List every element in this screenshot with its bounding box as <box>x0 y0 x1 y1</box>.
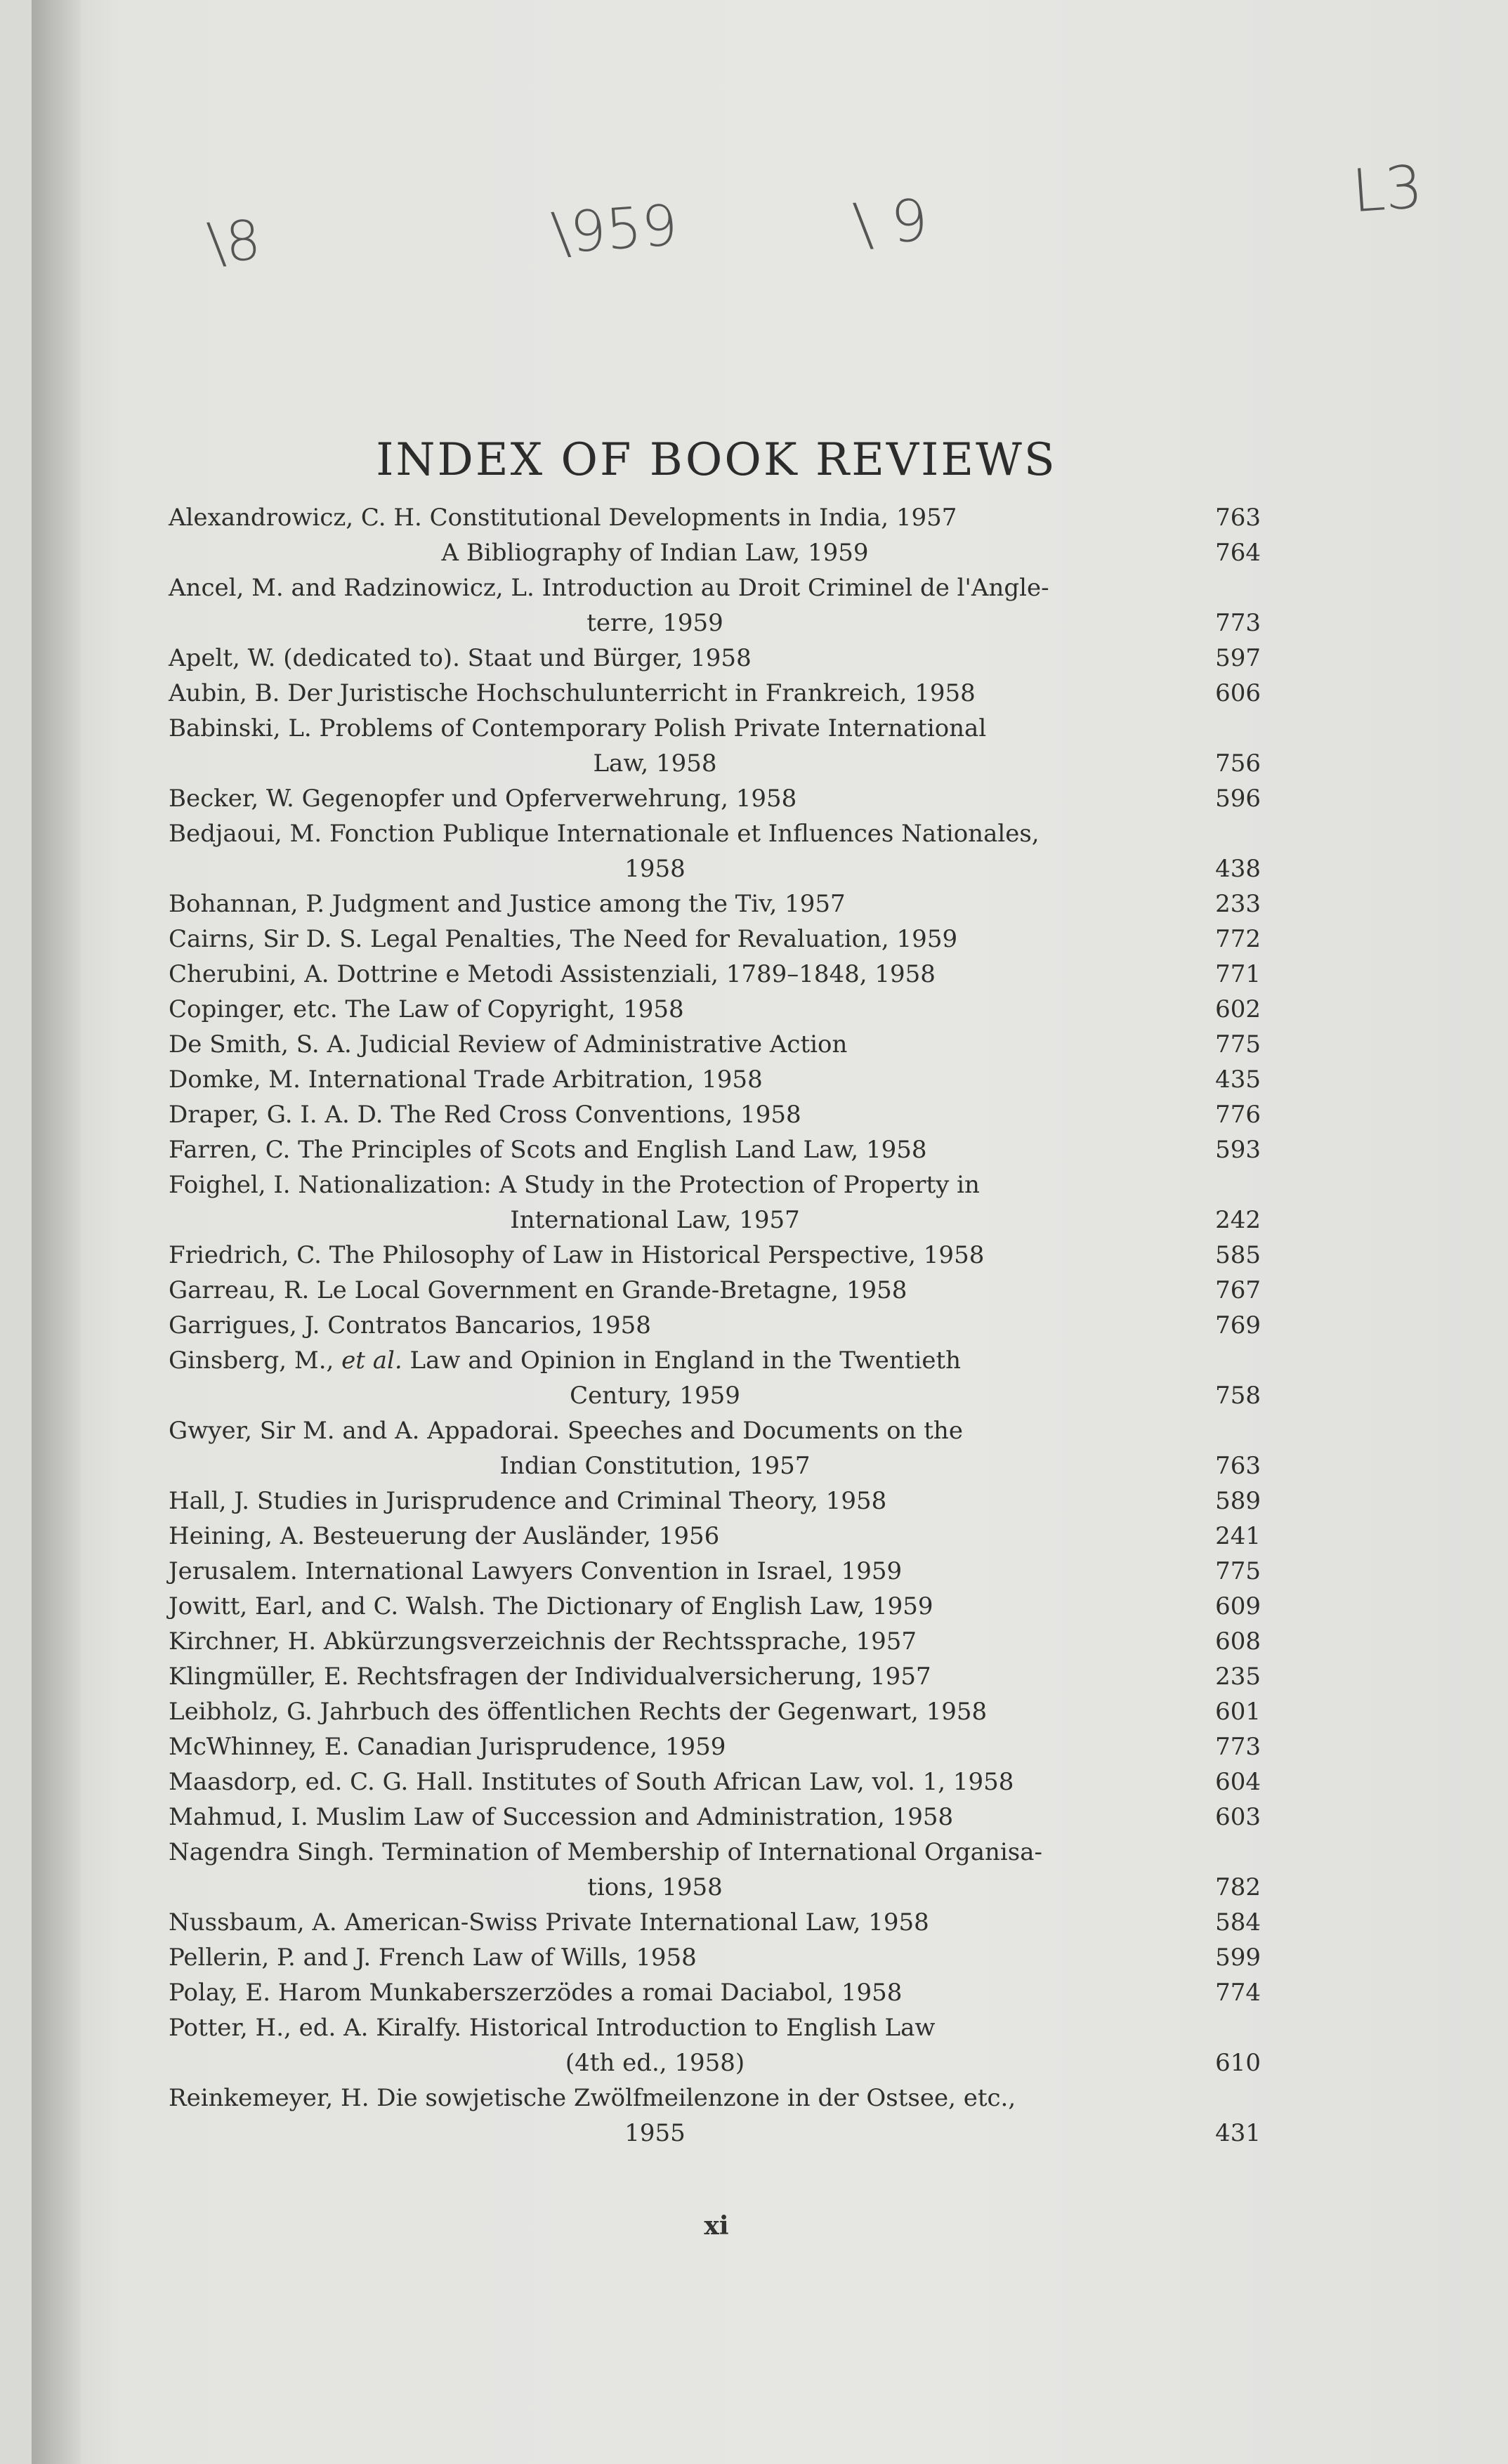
entry-continuation: Law, 1958 <box>593 749 717 778</box>
entry-continuation: 1955 <box>624 2119 686 2147</box>
handwritten-mark: \959 <box>549 192 680 267</box>
entry-page-number: 773 <box>1215 609 1261 637</box>
page-title: INDEX OF BOOK REVIEWS <box>376 433 1057 486</box>
entry-page-number: 771 <box>1215 960 1261 988</box>
entry-page-number: 601 <box>1215 1698 1261 1726</box>
entry-page-number: 596 <box>1215 785 1261 813</box>
page-binding-shadow <box>32 0 81 2464</box>
entry-text: Garreau, R. Le Local Government en Grande-Bretagne, 1958 <box>169 1276 907 1304</box>
entry-page-number: 241 <box>1215 1522 1261 1550</box>
entry-page-number: 603 <box>1215 1803 1261 1831</box>
entry-text: Cherubini, A. Dottrine e Metodi Assistenziali, 1789–1848, 1958 <box>169 960 936 988</box>
entry-page-number: 242 <box>1215 1206 1261 1234</box>
index-entry <box>169 1554 1261 1589</box>
index-entry <box>169 1905 1261 1940</box>
index-entry <box>169 1167 1261 1238</box>
entry-page-number: 773 <box>1215 1733 1261 1761</box>
entry-page-number: 435 <box>1215 1066 1261 1094</box>
entry-text: Heining, A. Besteuerung der Ausländer, 1956 <box>169 1522 720 1550</box>
entry-text: Farren, C. The Principles of Scots and English Land Law, 1958 <box>169 1136 927 1164</box>
entry-text: Mahmud, I. Muslim Law of Succession and Administration, 1958 <box>169 1803 954 1831</box>
handwritten-mark: L3 <box>1349 152 1425 226</box>
entry-continuation: International Law, 1957 <box>510 1206 800 1234</box>
entry-page-number: 782 <box>1215 1873 1261 1901</box>
handwritten-mark: \8 <box>204 209 263 276</box>
entry-text: Jowitt, Earl, and C. Walsh. The Dictionary of English Law, 1959 <box>169 1592 933 1620</box>
book-page <box>32 0 1508 2464</box>
entry-page-number: 235 <box>1215 1663 1261 1691</box>
entry-continuation: Century, 1959 <box>570 1382 740 1410</box>
index-entry <box>169 1238 1261 1273</box>
index-entry <box>169 1940 1261 1975</box>
index-entry <box>169 676 1261 711</box>
index-entry <box>169 957 1261 992</box>
entry-text: Kirchner, H. Abkürzungsverzeichnis der Rechtssprache, 1957 <box>169 1627 917 1656</box>
entry-text: Gwyer, Sir M. and A. Appadorai. Speeches and Documents on the <box>169 1417 963 1445</box>
index-entry <box>169 992 1261 1027</box>
index-entry <box>169 1027 1261 1062</box>
entry-text: Friedrich, C. The Philosophy of Law in Historical Perspective, 1958 <box>169 1241 985 1269</box>
index-entry <box>169 535 1261 570</box>
entry-continuation: (4th ed., 1958) <box>565 2049 745 2077</box>
entry-text: Cairns, Sir D. S. Legal Penalties, The Need for Revaluation, 1959 <box>169 925 958 953</box>
entry-text: Nagendra Singh. Termination of Membership of International Organisa- <box>169 1838 1043 1866</box>
index-entry <box>169 1800 1261 1835</box>
index-entry <box>169 816 1261 886</box>
entry-text: Domke, M. International Trade Arbitration, 1958 <box>169 1066 763 1094</box>
index-entry <box>169 1343 1261 1413</box>
entry-text: Potter, H., ed. A. Kiralfy. Historical Introduction to English Law <box>169 2014 936 2042</box>
entry-continuation: 1958 <box>624 855 686 883</box>
entry-text: Ginsberg, M., et al. Law and Opinion in England in the Twentieth <box>169 1346 962 1375</box>
entry-text: Aubin, B. Der Juristische Hochschulunterricht in Frankreich, 1958 <box>169 679 976 707</box>
index-entry <box>169 1413 1261 1483</box>
index-entry <box>169 1132 1261 1167</box>
index-entry <box>169 2080 1261 2151</box>
entry-text: Maasdorp, ed. C. G. Hall. Institutes of South African Law, vol. 1, 1958 <box>169 1768 1014 1796</box>
index-entry <box>169 1273 1261 1308</box>
index-entry <box>169 1729 1261 1764</box>
entry-text: Alexandrowicz, C. H. Constitutional Developments in India, 1957 <box>169 504 957 532</box>
entry-text: Jerusalem. International Lawyers Convention in Israel, 1959 <box>169 1557 903 1585</box>
entry-page-number: 599 <box>1215 1944 1261 1972</box>
entry-continuation: tions, 1958 <box>587 1873 723 1901</box>
entry-page-number: 233 <box>1215 890 1261 918</box>
entry-page-number: 438 <box>1215 855 1261 883</box>
entry-page-number: 585 <box>1215 1241 1261 1269</box>
index-entry <box>169 1097 1261 1132</box>
entry-page-number: 774 <box>1215 1979 1261 2007</box>
entry-text: Copinger, etc. The Law of Copyright, 1958 <box>169 995 684 1023</box>
entry-text: Apelt, W. (dedicated to). Staat und Bürger, 1958 <box>169 644 752 672</box>
index-entry <box>169 711 1261 781</box>
entry-text: Becker, W. Gegenopfer und Opferverwehrung, 1958 <box>169 785 797 813</box>
index-entry <box>169 886 1261 922</box>
entry-page-number: 769 <box>1215 1311 1261 1339</box>
entry-page-number: 597 <box>1215 644 1261 672</box>
index-entries-list <box>169 500 1261 2151</box>
entry-page-number: 763 <box>1215 1452 1261 1480</box>
entry-page-number: 602 <box>1215 995 1261 1023</box>
entry-page-number: 610 <box>1215 2049 1261 2077</box>
entry-page-number: 608 <box>1215 1627 1261 1656</box>
entry-text: Hall, J. Studies in Jurisprudence and Criminal Theory, 1958 <box>169 1487 887 1515</box>
index-entry <box>169 2010 1261 2080</box>
entry-continuation: Indian Constitution, 1957 <box>499 1452 811 1480</box>
entry-text: Leibholz, G. Jahrbuch des öffentlichen Rechts der Gegenwart, 1958 <box>169 1698 988 1726</box>
index-entry <box>169 1483 1261 1519</box>
entry-page-number: 756 <box>1215 749 1261 778</box>
entry-text: Garrigues, J. Contratos Bancarios, 1958 <box>169 1311 651 1339</box>
entry-text: Polay, E. Harom Munkaberszerzödes a romai Daciabol, 1958 <box>169 1979 903 2007</box>
index-entry <box>169 1694 1261 1729</box>
entry-page-number: 772 <box>1215 925 1261 953</box>
index-entry <box>169 781 1261 816</box>
entry-text: Ancel, M. and Radzinowicz, L. Introduction au Droit Criminel de l'Angle- <box>169 574 1049 602</box>
index-entry <box>169 500 1261 535</box>
index-entry <box>169 1519 1261 1554</box>
index-entry <box>169 1764 1261 1800</box>
entry-text: Bedjaoui, M. Fonction Publique Internationale et Influences Nationales, <box>169 820 1040 848</box>
index-entry <box>169 1589 1261 1624</box>
entry-continuation: A Bibliography of Indian Law, 1959 <box>441 539 869 567</box>
entry-page-number: 775 <box>1215 1030 1261 1059</box>
index-entry <box>169 1308 1261 1343</box>
entry-page-number: 776 <box>1215 1101 1261 1129</box>
entry-text: Foighel, I. Nationalization: A Study in the Protection of Property in <box>169 1171 980 1199</box>
index-entry <box>169 922 1261 957</box>
entry-text: De Smith, S. A. Judicial Review of Administrative Action <box>169 1030 848 1059</box>
page-number-footer: xi <box>704 2211 729 2241</box>
entry-page-number: 763 <box>1215 504 1261 532</box>
handwritten-mark: \ 9 <box>851 187 931 259</box>
entry-page-number: 593 <box>1215 1136 1261 1164</box>
index-entry <box>169 1659 1261 1694</box>
entry-page-number: 758 <box>1215 1382 1261 1410</box>
entry-text: Pellerin, P. and J. French Law of Wills, 1958 <box>169 1944 697 1972</box>
entry-page-number: 606 <box>1215 679 1261 707</box>
index-entry <box>169 1975 1261 2010</box>
index-entry <box>169 1835 1261 1905</box>
index-entry <box>169 570 1261 641</box>
entry-text: Reinkemeyer, H. Die sowjetische Zwölfmeilenzone in der Ostsee, etc., <box>169 2084 1016 2112</box>
entry-text: Bohannan, P. Judgment and Justice among the Tiv, 1957 <box>169 890 846 918</box>
entry-page-number: 609 <box>1215 1592 1261 1620</box>
entry-page-number: 604 <box>1215 1768 1261 1796</box>
entry-page-number: 584 <box>1215 1908 1261 1937</box>
entry-text: Babinski, L. Problems of Contemporary Polish Private International <box>169 714 987 742</box>
entry-page-number: 764 <box>1215 539 1261 567</box>
entry-continuation: terre, 1959 <box>586 609 723 637</box>
index-entry <box>169 1624 1261 1659</box>
index-entry <box>169 641 1261 676</box>
entry-page-number: 589 <box>1215 1487 1261 1515</box>
entry-page-number: 767 <box>1215 1276 1261 1304</box>
entry-page-number: 775 <box>1215 1557 1261 1585</box>
entry-text: Klingmüller, E. Rechtsfragen der Individualversicherung, 1957 <box>169 1663 931 1691</box>
entry-text: Draper, G. I. A. D. The Red Cross Conventions, 1958 <box>169 1101 801 1129</box>
entry-page-number: 431 <box>1215 2119 1261 2147</box>
index-entry <box>169 1062 1261 1097</box>
entry-text: McWhinney, E. Canadian Jurisprudence, 1959 <box>169 1733 726 1761</box>
entry-text: Nussbaum, A. American-Swiss Private International Law, 1958 <box>169 1908 929 1937</box>
